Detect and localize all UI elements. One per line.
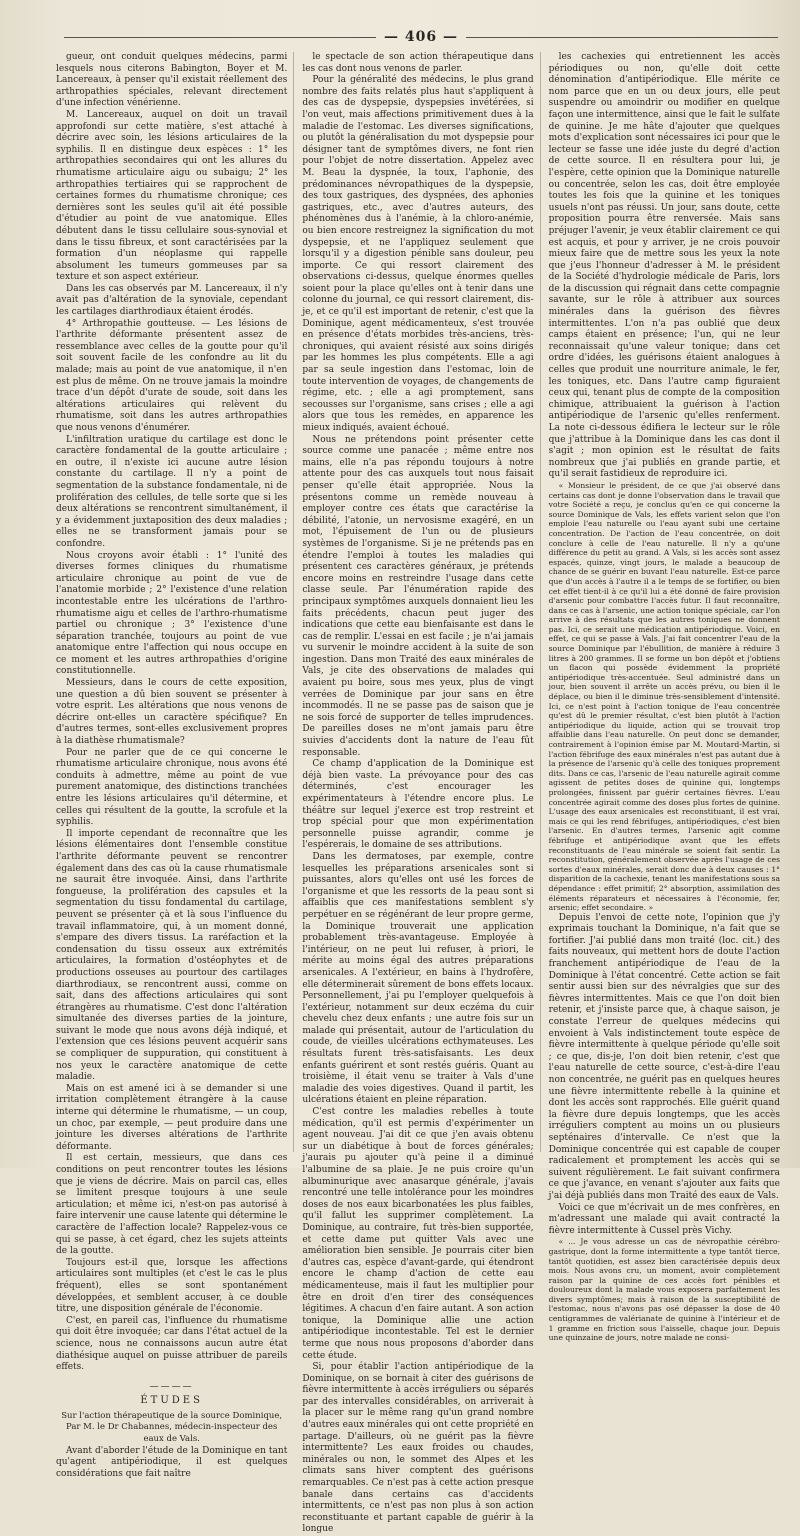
paragraph: 4° Arthropathie goutteuse. — Les lésions de l'arthrite déformante présentent assez de ressemblance avec celles de la goutte pour qu'il soit souvent facile de les confondre au lit du malade; mais au point de vue anatomique, il n'en est plus de même. On ne trouve jamais la moindre trace d'un dépôt d'urate de soude, soit dans les altérations articulaires qui relèvent du rhumatisme, soit dans les autres arthropathies que nous venons d'énumérer. xyxy=(56,318,288,433)
paragraph: Depuis l'envoi de cette note, l'opinion que j'y exprimais touchant la Dominique, n'a fait que se fortifier. J'ai publié dans mon traité (loc. cit.) des faits nouveaux, qui mettent hors de doute l'action franchement antipériodique de l'eau de la Dominique à l'état concentré. Cette action se fait sentir aussi bien sur des névralgies que sur des fièvres intermittentes. Mais ce que l'on doit bien retenir, et j'insiste parce que, à chaque saison, je constate l'erreur de quelques médecins qui envoient à Vals indistinctement toute espèce de fièvre intermittente à quelque période qu'elle soit ; ce que, dis-je, l'on doit bien retenir, c'est que l'eau naturelle de cette source, c'est-à-dire l'eau non concentrée, ne guérit pas en quelques heures une fièvre intermittente rebelle à la quinine et dont les accès sont rapprochés. Elle guérit quand la fièvre dure depuis longtemps, que les accès irréguliers comptent au moins un ou plusieurs septénaires d'intervalle. Ce n'est que la Dominique concentrée qui est capable de couper radicalement et promptement les accès qui se suivent régulièrement. Le fait suivant confirmera ce que j'avance, en venant s'ajouter aux faits que j'ai déjà publiés dans mon Traité des eaux de Vals. xyxy=(548,912,780,1201)
quote-paragraph: « Monsieur le président, de ce que j'ai observé dans certains cas dont je donne l'observation dans le travail que votre Société a reçu, je conclus qu'en ce qui concerne la source Dominique de Vals, les effets varient selon que l'on emploie l'eau naturelle ou l'eau ayant subi une certaine concentration. De l'action de l'eau concentrée, on doit conclure à celle de l'eau naturelle. Il n'y a qu'une différence du petit au grand. A Vals, si les accès sont assez espacés, quinze, vingt jours, le malade a beaucoup de chance de se guérir en buvant l'eau naturelle. Est-ce parce que d'un accès à l'autre il a le temps de se fortifier, ou bien cet effet tient-il à ce qu'il lui a été donné de faire provision d'arsenic pour combattre l'accès futur. Il faut reconnaître, dans ce cas à l'arsenic, une action tonique spéciale, car l'on arrive à des résultats que les autres toniques ne donnent pas. Ici, ce serait une médication antipériodique. Voici, en effet, ce qui se passe à Vals. J'ai fait concentrer l'eau de la source Dominique par l'ébullition, de manière à réduire 3 litres à 200 grammes. Il se forme un bon dépôt et j'obtiens un flacon qui possède évidemment la propriété antipériodique très-accentuée. Seul administré dans un jour, bien souvent il arrête un accès prévu, ou bien il le déplace, ou bien il le diminue très-sensiblement d'intensité. Ici, ce n'est point à l'action tonique de l'eau concentrée qu'est dû le premier résultat, c'est bien plutôt à l'action antipériodique du liquide, action qui se trouvait trop affaiblie dans l'eau naturelle. On peut donc se demander, contrairement à l'opinion émise par M. Moutard-Martin, si l'action fébrifuge des eaux minérales n'est pas autant due à la présence de l'arsenic qu'à celle des toniques proprement dits. Dans ce cas, l'arsenic de l'eau naturelle agirait comme agissent de petites doses de quinine qui, longtemps prolongées, finissent par guérir certaines fièvres. L'eau concentrée agirait comme des doses plus fortes de quinine. L'usage des eaux arsenicales est reconstituant, il est vrai, mais ce qui les rend fébrifuges, antipériodiques, c'est bien l'arsenic. En d'autres termes, l'arsenic agit comme fébrifuge et antipériodique avant que les effets reconstituants de l'eau minérale se soient fait sentir. La reconstitution, généralement observée après l'usage de ces sortes d'eaux minérales, serait donc due à deux causes : 1° disparition de la cachexie, tenant les manifestations sous sa dépendance : effet primitif; 2° absorption, assimilation des éléments réparateurs et nécessaires à l'économie, fer, arsenic; effet secondaire. » xyxy=(548,480,780,913)
paragraph: Mais on est amené ici à se demander si une irritation complètement étrangère à la cause interne qui détermine le rhumatisme, — un coup, un choc, par exemple, — peut produire dans une jointure les diverses altérations de l'arthrite déformante. xyxy=(56,1083,288,1152)
paragraph: Nous croyons avoir établi : 1° l'unité des diverses formes cliniques du rhumatisme articulaire chronique au point de vue de l'anatomie morbide ; 2° l'existence d'une relation incontestable entre les ulcérations de l'arthro-rhumatisme aigu et celles de l'arthro-rhumatisme partiel ou chronique ; 3° l'existence d'une séparation tranchée, toujours au point de vue anatomique entre l'affection qui nous occupe en ce moment et les autres arthropathies d'origine constitutionnelle. xyxy=(56,550,288,677)
quoted-note xyxy=(549,481,780,913)
paragraph: Voici ce que m'écrivait un de mes confrères, en m'adressant une malade qui avait contracté la fièvre intermittente à Cussel près Vichy. xyxy=(548,1202,780,1236)
paragraph: Si, pour établir l'action antipériodique de la Dominique, on se bornait à citer des guérisons de fièvre intermittente à accès irréguliers ou séparés par des intervalles considérables, on arriverait à la placer sur le même rang qu'un grand nombre d'autres eaux minérales qui ont cette propriété en partage. D'ailleurs, où ne guérit pas la fièvre intermittente? Les eaux froides ou chaudes, minérales ou non, le sommet des Alpes et les climats sans hiver comptent des guérisons remarquables. Ce n'est pas à cette action presque banale dans certains cas d'accidents intermittents, ce n'est pas non plus à son action reconstituante et partant capable de guérir à la longue xyxy=(302,1362,534,1535)
section-title: ÉTUDES xyxy=(140,1395,203,1407)
paragraph: Il importe cependant de reconnaître que les lésions élémentaires dont l'ensemble constitue l'arthrite déformante peuvent se rencontrer également dans des cas où la cause rhumatismale ne saurait être invoquée. Ainsi, dans l'arthrite fongueuse, la prolifération des capsules et la segmentation du tissu fondamental du cartilage, peuvent se présenter çà et là sous l'influence du travail inflammatoire, qui, à un moment donné, s'empare des divers tissus. La raréfaction et la condensation du tissu osseux aux extrémités articulaires, la formation d'ostéophytes et de productions osseuses au pourtour des cartilages diarthrodiaux, se rencontrent aussi, comme on sait, dans des affections articulaires qui sont étrangères au rhumatisme. C'est donc l'altération simultanée des diverses parties de la jointure, suivant le mode que nous avons déjà indiqué, et l'extension que ces lésions peuvent acquérir sans se compliquer de suppuration, qui constituent à nos yeux le caractère anatomique de cette maladie. xyxy=(56,828,288,1083)
paragraph: gueur, ont conduit quelques médecins, parmi lesquels nous citerons Babington, Boyer et M. Lancereaux, à penser qu'il existait réellement des arthropathies spéciales, relevant directement d'une infection vénérienne. xyxy=(56,52,288,109)
paragraph: Avant d'aborder l'étude de la Dominique en tant qu'agent antipériodique, il est quelques considérations que fait naître xyxy=(56,1445,288,1479)
paragraph: C'est, en pareil cas, l'influence du rhumatisme qui doit être invoquée; car dans l'état actuel de la science, nous ne connaissons aucun autre état diathésique auquel on puisse attribuer de pareils effets. xyxy=(56,1315,288,1373)
paragraph: Pour ne parler que de ce qui concerne le rhumatisme articulaire chronique, nous avons été conduits à admettre, même au point de vue purement anatomique, des distinctions tranchées entre les lésions articulaires qu'il détermine, et celles qui résultent de la goutte, la scrofule et la syphilis. xyxy=(56,747,288,828)
column-1 xyxy=(56,52,294,1479)
text-columns xyxy=(56,52,786,1535)
header-rule-right xyxy=(466,37,778,38)
paragraph: le spectacle de son action thérapeutique dans les cas dont nous venons de parler. xyxy=(302,52,534,74)
article-byline: Par M. le Dr Chabannes, médecin-inspecteur des eaux de Vals. xyxy=(66,1422,278,1445)
page-number: — 406 — xyxy=(384,29,458,45)
column-2 xyxy=(302,52,540,1535)
paragraph: Nous ne prétendons point présenter cette source comme une panacée ; même entre nos mains, elle n'a pas répondu toujours à notre attente pour des cas auxquels tout nous faisait penser qu'elle était appropriée. Nous la présentons comme un remède nouveau à employer contre ces états que caractérise la débilité, l'atonie, un nervosisme exagéré, en un mot, l'épuisement de l'un ou de plusieurs systèmes de l'organisme. Si je ne prétends pas en étendre l'emploi à toutes les maladies qui présentent ces caractères généraux, je prétends encore moins en restreindre l'usage dans cette classe seule. Par l'énumération rapide des principaux symptômes auxquels donnaient lieu les faits précédents, chacun peut juger des indications que cette eau bienfaisante est dans le cas de remplir. L'essai en est facile ; je n'ai jamais vu survenir le moindre accident à la suite de son ingestion. Dans mon Traité des eaux minérales de Vals, je cite des observations de malades qui avaient pu boire, sous mes yeux, plus de vingt verrées de Dominique par jour sans en être incommodés. Il ne se passe pas de saison que je ne sois forcé de supporter de telles imprudences. De pareilles doses ne m'ont jamais paru être suivies d'accidents dont la nature de l'eau fût responsable. xyxy=(302,434,534,758)
header-rule-left xyxy=(64,37,376,38)
paragraph: M. Lancereaux, auquel on doit un travail approfondi sur cette matière, s'est attaché à décrire avec soin, les lésions articulaires de la syphilis. Il en distingue deux espèces : 1° les arthropathies secondaires qui ont les allures du rhumatisme articulaire aigu ou subaigu; 2° les arthropathies tertiaires qui se rapprochent de certaines formes du rhumatisme chronique; ces dernières sont les seules qu'il ait été possible d'étudier au point de vue anatomique. Elles débutent dans le tissu cellulaire sous-synovial et dans le tissu fibreux, et sont caractérisées par la formation d'un néoplasme qui rappelle absolument les tumeurs gommeuses par sa texture et son aspect extérieur. xyxy=(56,109,288,283)
article-subtitle: Sur l'action thérapeutique de la source Dominique, xyxy=(61,1410,283,1421)
column-3 xyxy=(548,52,786,1343)
section-separator: ———— xyxy=(149,1381,194,1392)
page-header xyxy=(56,22,786,52)
quote-paragraph: « ... Je vous adresse un cas de névropathie cérébro-gastrique, dont la forme intermittente a type tantôt tierce, tantôt quotidien, est assez bien caractérisée depuis deux mois. Nous avons cru, un moment, avoir complètement raison par la quinine de ces accès fort pénibles et douloureux dont la malade vous exposera parfaitement les divers symptômes; mais à raison de la susceptibilité de l'estomac, nous n'avons pas osé dépasser la dose de 40 centigrammes de valérianate de quinine à l'intérieur et de 1 gramme en friction sous l'aisselle, chaque jour. Depuis une quinzaine de jours, notre malade ne consi- xyxy=(548,1237,780,1343)
paragraph: Messieurs, dans le cours de cette exposition, une question a dû bien souvent se présenter à votre esprit. Les altérations que nous venons de décrire ont-elles un caractère spécifique? En d'autres termes, sont-elles exclusivement propres à la diathèse rhumatismale? xyxy=(56,678,288,747)
paragraph: L'infiltration uratique du cartilage est donc le caractère fondamental de la goutte articulaire ; en outre, il n'existe ici aucune autre lésion constante du cartilage. Il n'y a point de segmentation de la substance fondamentale, ni de prolifération des cellules, de telle sorte que si les deux altérations se rencontrent simultanément, il y a évidemment juxtaposition des deux maladies ; elles ne se transforment jamais pour se confondre. xyxy=(56,434,288,549)
paragraph: Pour la généralité des médecins, le plus grand nombre des faits relatés plus haut s'appliquent à des cas de dyspepsie, dyspepsies invétérées, si l'on veut, mais affections primitivement dues à la maladie de l'estomac. Les diverses significations, ou plutôt la généralisation du mot dyspepsie pour désigner tant de symptômes divers, ne font rien pour l'objet de notre dissertation. Appelez avec M. Beau la dyspnée, la toux, l'aphonie, des prédominances névropathiques de la dyspepsie, des toux gastriques, des dyspnées, des aphonies gastriques, etc., avec d'autres auteurs, des phénomènes dus à l'anémie, à la chloro-anémie, ou bien encore restreignez la signification du mot dyspepsie, et ne l'appliquez seulement que lorsqu'il y a digestion pénible sans douleur, peu importe. Ce qui ressort clairement des observations ci-dessus, quelque énormes quelles soient pour la place qu'elles ont à tenir dans une colonne du journal, ce qui ressort clairement, dis-je, et ce qu'il est important de retenir, c'est que la Dominique, agent médicamenteux, s'est trouvée en présence d'états morbides très-anciens, très-chroniques, qui avaient résisté aux soins dirigés par les hommes les plus compétents. Elle a agi par sa seule ingestion dans l'estomac, loin de toute intervention de voyages, de changements de régime, etc. ; elle a agi promptement, sans secousses sur l'organisme, sans crises ; elle a agi alors que tous les remèdes, en apparence les mieux indiqués, avaient échoué. xyxy=(302,75,534,433)
paragraph: les cachexies qui entretiennent les accès périodiques ou non, qu'elle doit cette dénomination d'antipériodique. Elle mérite ce nom parce que en un ou deux jours, elle peut suspendre ou amoindrir ou modifier en quelque façon une intermittence, ainsi que le fait le sulfate de quinine. Je me hâte d'ajouter que quelques mots d'explication sont nécessaires ici pour que le lecteur se fasse une idée juste du degré d'action de cette source. Il en résultera pour lui, je l'espère, cette opinion que la Dominique naturelle ou concentrée, selon les cas, doit être employée toutes les fois que la quinine et les toniques usuels n'ont pas réussi. Un jour, sans doute, cette proposition pourra être renversée. Mais sans préjuger l'avenir, je veux établir clairement ce qui est acquis, et pour y arriver, je ne crois pouvoir mieux faire que de mettre sous les yeux la note que j'eus l'honneur d'adresser à M. le président de la Société d'hydrologie médicale de Paris, lors de la discussion qui régnait dans cette compagnie savante, sur le rôle à attribuer aux sources minérales dans la guérison des fièvres intermittentes. L'on n'a pas oublié que deux camps étaient en présence; l'un, qui ne leur reconnaissait qu'une valeur tonique; dans cet ordre d'idées, les guérisons étaient analogues à celles que produit une nourriture animale, le fer, les toniques, etc. Dans l'autre camp figuraient ceux qui, tenant plus de compte de la composition chimique, attribuaient la guérison à l'action antipériodique de l'arsenic qu'elles renferment. La note ci-dessous édifiera le lecteur sur le rôle que j'attribue à la Dominique dans les cas dont il s'agit ; mon opinion est le résultat de faits nombreux que j'ai publiés en grande partie, et qu'il serait fastidieux de reproduire ici. xyxy=(548,52,780,480)
paragraph: Dans les dermatoses, par exemple, contre lesquelles les préparations arsenicales sont si puissantes, alors qu'elles ont usé les forces de l'organisme et que les ressorts de la peau sont si affaiblis que ces manifestations semblent s'y perpétuer en se régénérant de leur propre germe, la Dominique trouverait une application probablement très-avantageuse. Employée à l'intérieur, on ne peut lui refuser, à priori, le mérite au moins égal des autres préparations arsenicales. A l'extérieur, en bains à l'hydrofère, elle déterminerait sûrement de bons effets locaux. Personnellement, j'ai pu l'employer quelquefois à l'extérieur, notamment sur deux eczéma du cuir chevelu chez deux enfants ; une autre fois sur un malade qui présentait, autour de l'articulation du coude, de vieilles ulcérations ecthymateuses. Les résultats furent très-satisfaisants. Les deux enfants guérirent et sont restés guéris. Quant au troisième, il était venu se traiter à Vals d'une maladie des voies digestives. Quand il partit, les ulcérations étaient en pleine réparation. xyxy=(302,851,534,1106)
paragraph: Il est certain, messieurs, que dans ces conditions on peut rencontrer toutes les lésions que je viens de décrire. Mais on parcil cas, elles se limitent presque toujours à une seule articulation; et même ici, n'est-on pas autorisé à faire intervenir une cause latente qui détermine le caractère de l'affection locale? Rappelez-vous ce qui se passe, à cet égard, chez les sujets atteints de la goutte. xyxy=(56,1153,288,1257)
quoted-letter xyxy=(549,1237,780,1343)
paragraph: C'est contre les maladies rebelles à toute médication, qu'il est permis d'expérimenter un agent nouveau. J'ai dit ce que j'en avais obtenu sur un diabétique à bout de forces générales; j'aurais pu ajouter qu'à peine il a diminué l'albumine de sa plaie. Je ne puis croire qu'un albuminurique avec anasarque générale, j'avais rencontré une telle intolérance pour les moindres doses de nos eaux bicarbonatées les plus faibles, qu'il fallut les supprimer complètement. La Dominique, au contraire, fut très-bien supportée, et cette dame put quitter Vals avec une amélioration bien sensible. Je pourrais citer bien d'autres cas, espèce d'avant-garde, qui étendront encore le champ d'action de cette eau médicamenteuse, mais il faut les multiplier pour être en droit d'en tirer des conséquences légitimes. A chacun d'en faire autant. A son action tonique, la Dominique allie une action antipériodique incontestable. Tel est le dernier terme que nous nous proposons d'aborder dans cette étude. xyxy=(302,1107,534,1361)
paragraph: Ce champ d'application de la Dominique est déjà bien vaste. La prévoyance pour des cas déterminés, c'est encourager les expérimentateurs à l'étendre encore plus. Le théâtre sur lequel j'exerce est trop restreint et trop spécial pour que mon expérimentation personnelle puisse agrandir, comme je l'espérerais, le domaine de ses attributions. xyxy=(302,759,534,851)
paragraph: Toujours est-il que, lorsque les affections articulaires sont multiples (et c'est le cas le plus fréquent), elles se sont spontanément développées, et semblent accuser, à ce double titre, une disposition générale de l'économie. xyxy=(56,1257,288,1315)
paragraph: Dans les cas observés par M. Lancereaux, il n'y avait pas d'altération de la synoviale, cependant les cartilages diarthrodiaux étaient érodés. xyxy=(56,283,288,318)
